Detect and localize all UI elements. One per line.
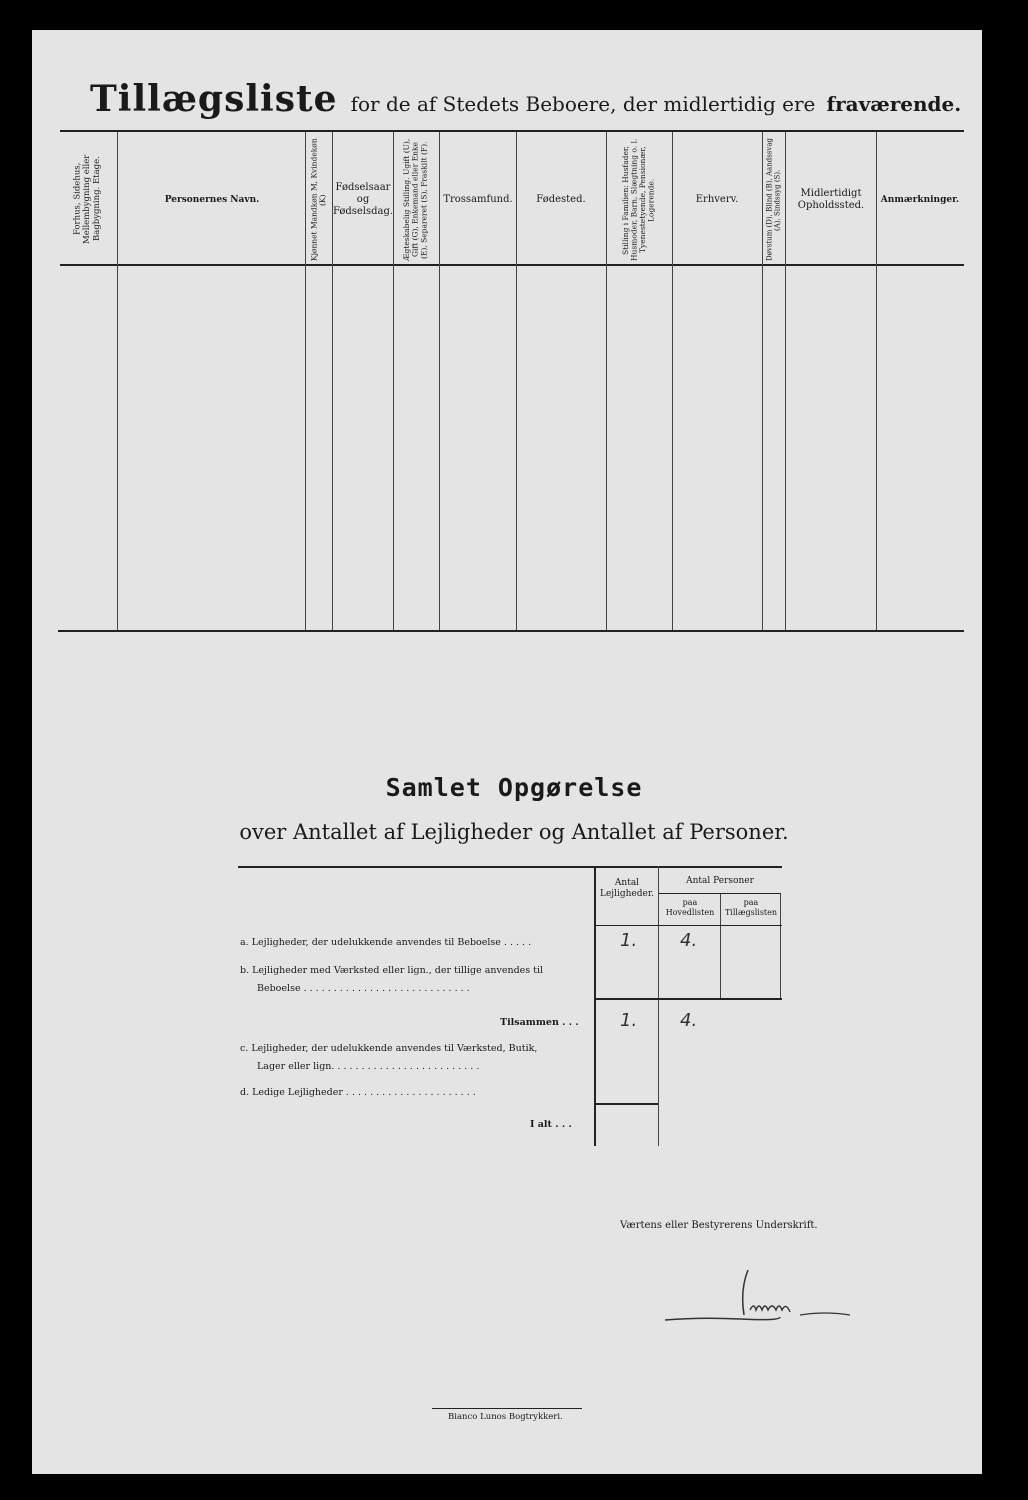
summary-subtotal-rule bbox=[594, 998, 782, 1000]
col-header-remarks: Anmærkninger. bbox=[880, 194, 960, 205]
summary-col-tillaeg: paa Tillægslisten bbox=[724, 898, 778, 917]
summary-d-rule bbox=[594, 1103, 658, 1105]
summary-title: Samlet Opgørelse bbox=[385, 773, 643, 802]
title-main: Tillægsliste bbox=[90, 78, 338, 120]
title-bold: fraværende. bbox=[826, 92, 962, 116]
summary-header-rule bbox=[594, 925, 782, 926]
col-header-religion: Trossamfund. bbox=[443, 194, 513, 205]
col-header-temp-residence: Midlertidigt Opholdssted. bbox=[797, 188, 865, 211]
summary-subtitle: over Antallet af Lejligheder og Antallet af Personer. bbox=[239, 820, 789, 844]
value-tilsammen-lejligheder: 1. bbox=[620, 1010, 638, 1031]
value-a-hovedlisten: 4. bbox=[680, 930, 698, 951]
col-divider bbox=[393, 132, 394, 630]
summary-row-b-line2: Beboelse . . . . . . . . . . . . . . . . . . . . . . . . . . . . bbox=[257, 983, 470, 994]
col-header-name: Personernes Navn. bbox=[164, 194, 260, 205]
summary-row-a: a. Lejligheder, der udelukkende anvendes til Beboelse . . . . . bbox=[240, 937, 532, 948]
col-header-birthplace: Fødested. bbox=[536, 194, 586, 205]
table-header-rule bbox=[60, 264, 964, 266]
title-rest: for de af Stedets Beboere, der midlertidig ere bbox=[350, 92, 816, 116]
value-a-lejligheder: 1. bbox=[620, 930, 638, 951]
col-divider bbox=[516, 132, 517, 630]
col-divider bbox=[785, 132, 786, 630]
summary-row-d: d. Ledige Lejligheder . . . . . . . . . . . . . . . . . . . . . . bbox=[240, 1087, 476, 1098]
footer-rule bbox=[432, 1408, 582, 1409]
col-header-sex: Kjønnet Mandkøn M, Kvindekøn (K) bbox=[309, 138, 327, 262]
summary-row-c-line2: Lager eller lign. . . . . . . . . . . . . . . . . . . . . . . . . bbox=[257, 1061, 480, 1072]
printer-imprint: Bianco Lunos Bogtrykkeri. bbox=[448, 1412, 563, 1422]
summary-divider bbox=[720, 893, 721, 998]
form-title bbox=[90, 78, 970, 120]
col-header-building: Forhus, Sidehus, Mellembygning eller Bagbygning. Etage. bbox=[72, 154, 102, 244]
summary-row-tilsammen: Tilsammen . . . bbox=[500, 1017, 579, 1028]
summary-col-antal-personer: Antal Personer bbox=[686, 876, 754, 886]
col-divider bbox=[672, 132, 673, 630]
col-divider bbox=[606, 132, 607, 630]
summary-rule bbox=[659, 893, 781, 894]
col-divider bbox=[439, 132, 440, 630]
col-header-marital: Ægteskabelig Stilling. Ugift (U), Gift (G), Enkemand eller Enke (E), Separeret (S), Fraskilt (F). bbox=[402, 138, 429, 262]
col-header-family-position: Stilling i Familien: Husfader, Husmoder, Barn, Slægtning o. l. Tyenestetyende, Pensionær, Logerende. bbox=[620, 138, 656, 262]
summary-row-b-line1: b. Lejligheder med Værksted eller lign., der tillige anvendes til bbox=[240, 965, 544, 976]
col-header-occupation: Erhverv. bbox=[695, 194, 739, 205]
table-top-rule bbox=[60, 130, 964, 132]
col-header-disability: Døvstum (D), Blind (B), Aandssvag (A), Sindssyg (S). bbox=[765, 138, 782, 262]
col-divider bbox=[305, 132, 306, 630]
col-divider bbox=[876, 132, 877, 630]
col-divider bbox=[117, 132, 118, 630]
col-header-birth: Fødselsaar og Fødselsdag. bbox=[332, 182, 394, 217]
summary-col-hoved: paa Hovedlisten bbox=[665, 898, 715, 917]
table-bottom-rule bbox=[58, 630, 964, 632]
summary-divider bbox=[780, 893, 781, 998]
value-tilsammen-hovedlisten: 4. bbox=[680, 1010, 698, 1031]
summary-row-c-line1: c. Lejligheder, der udelukkende anvendes til Værksted, Butik, bbox=[240, 1043, 538, 1054]
summary-top-rule bbox=[238, 866, 782, 868]
signature-label: Værtens eller Bestyrerens Underskrift. bbox=[620, 1220, 818, 1231]
summary-divider bbox=[658, 866, 659, 1146]
summary-row-ialt: I alt . . . bbox=[530, 1119, 572, 1130]
handwritten-signature bbox=[660, 1265, 860, 1335]
summary-col-antal: Antal Lejligheder. bbox=[600, 878, 654, 899]
